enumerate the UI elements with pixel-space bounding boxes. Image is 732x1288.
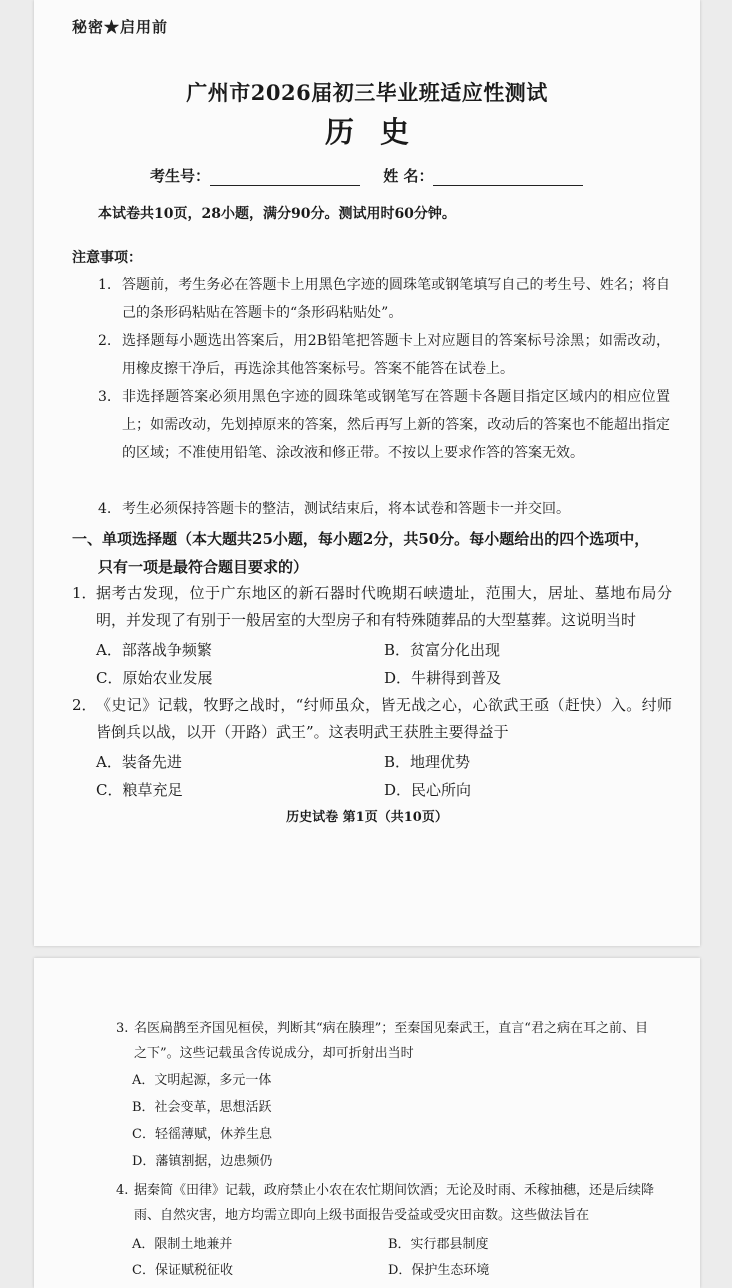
section-heading <box>72 525 672 581</box>
question-4 <box>116 1178 656 1228</box>
note-text: 选择题每小题选出答案后，用2B铅笔把答题卡上对应题目的答案标号涂黑；如需改动，用橡皮擦干净后，再选涂其他答案标号。答案不能答在试卷上。 <box>122 333 670 377</box>
note-text: 考生必须保持答题卡的整洁，测试结束后，将本试卷和答题卡一并交回。 <box>122 501 570 517</box>
notes-heading: 注意事项： <box>72 250 142 266</box>
confidential-label: 秘密★启用前 <box>72 18 169 36</box>
note-number: 3. <box>98 389 112 405</box>
candidate-number-blank <box>210 167 360 186</box>
exam-page-2 <box>34 958 700 1288</box>
option-b: B．社会变革，思想活跃 <box>132 1100 272 1115</box>
question-2 <box>72 692 672 746</box>
note-number: 2. <box>98 333 112 349</box>
section-heading-line2: 只有一项是最符合题目要求的） <box>98 558 309 576</box>
question-number: 1． <box>72 584 97 602</box>
question-text: 名医扁鹊至齐国见桓侯，判断其“病在腠理”；至秦国见秦武王，直言“君之病在耳之前、目之下”。这些记载虽含传说成分，却可折射出当时 <box>134 1021 648 1061</box>
question-text: 《史记》记载，牧野之战时，“纣师虽众，皆无战之心，心欲武王亟（赶快）入。纣师皆倒兵以战，以开（开路）武王”。这表明武王获胜主要得益于 <box>96 696 672 741</box>
option-d: D．牛耕得到普及 <box>384 669 502 687</box>
option-d: D．藩镇割据，边患频仍 <box>132 1154 273 1169</box>
note-item <box>98 327 670 383</box>
question-text: 据考古发现，位于广东地区的新石器时代晚期石峡遗址，范围大，居址、墓地布局分明，并发现了有别于一般居室的大型房子和有特殊随葬品的大型墓葬。这说明当时 <box>96 584 672 629</box>
option-c: C．保证赋税征收 <box>132 1263 233 1278</box>
note-item <box>98 495 670 523</box>
option-c: C．粮草充足 <box>96 781 183 799</box>
question-number: 3. <box>116 1021 129 1036</box>
candidate-number-label: 考生号： <box>150 167 211 185</box>
name-label: 姓 名： <box>383 167 434 185</box>
question-text: 据秦简《田律》记载，政府禁止小农在农忙期间饮酒；无论及时雨、禾稼抽穗，还是后续降雨、自然灾害，地方均需立即向上级书面报告受益或受灾田亩数。这些做法旨在 <box>134 1183 655 1223</box>
candidate-fields <box>150 165 583 186</box>
option-b: B．地理优势 <box>384 753 471 771</box>
exam-title: 广州市2026届初三毕业班适应性测试 <box>186 80 548 105</box>
section-heading-line1: 一、单项选择题（本大题共25小题，每小题2分，共50分。每小题给出的四个选项中， <box>72 530 650 548</box>
exam-page-1 <box>34 0 700 946</box>
option-d: D．保护生态环境 <box>388 1263 490 1278</box>
question-number: 2． <box>72 696 97 714</box>
option-c: C．轻徭薄赋，休养生息 <box>132 1127 272 1142</box>
option-b: B．实行郡县制度 <box>388 1237 489 1252</box>
note-text: 答题前，考生务必在答题卡上用黑色字迹的圆珠笔或钢笔填写自己的考生号、姓名；将自己的条形码粘贴在答题卡的“条形码粘贴处”。 <box>122 277 670 321</box>
option-a: A．限制土地兼并 <box>132 1237 233 1252</box>
option-b: B．贫富分化出现 <box>384 641 501 659</box>
note-number: 4. <box>98 501 112 517</box>
question-number: 4. <box>116 1183 129 1198</box>
question-3 <box>116 1016 656 1066</box>
subject-title: 历史 <box>324 115 435 149</box>
option-a: A．装备先进 <box>96 753 182 771</box>
note-number: 1. <box>98 277 112 293</box>
page-footer: 历史试卷 第1页（共10页） <box>286 810 448 825</box>
option-c: C．原始农业发展 <box>96 669 213 687</box>
note-text: 非选择题答案必须用黑色字迹的圆珠笔或钢笔写在答题卡各题目指定区域内的相应位置上；如需改动，先划掉原来的答案，然后再写上新的答案，改动后的答案也不能超出指定的区域；不准使用铅笔、涂改液和修正带。不按以上要求作答的答案无效。 <box>122 389 670 461</box>
option-a: A．文明起源，多元一体 <box>132 1073 272 1088</box>
option-a: A．部落战争频繁 <box>96 641 212 659</box>
question-1 <box>72 580 672 634</box>
option-d: D．民心所向 <box>384 781 472 799</box>
exam-info: 本试卷共10页，28小题，满分90分。测试用时60分钟。 <box>98 206 456 222</box>
name-blank <box>433 167 583 186</box>
note-item <box>98 271 670 327</box>
note-item <box>98 383 670 467</box>
